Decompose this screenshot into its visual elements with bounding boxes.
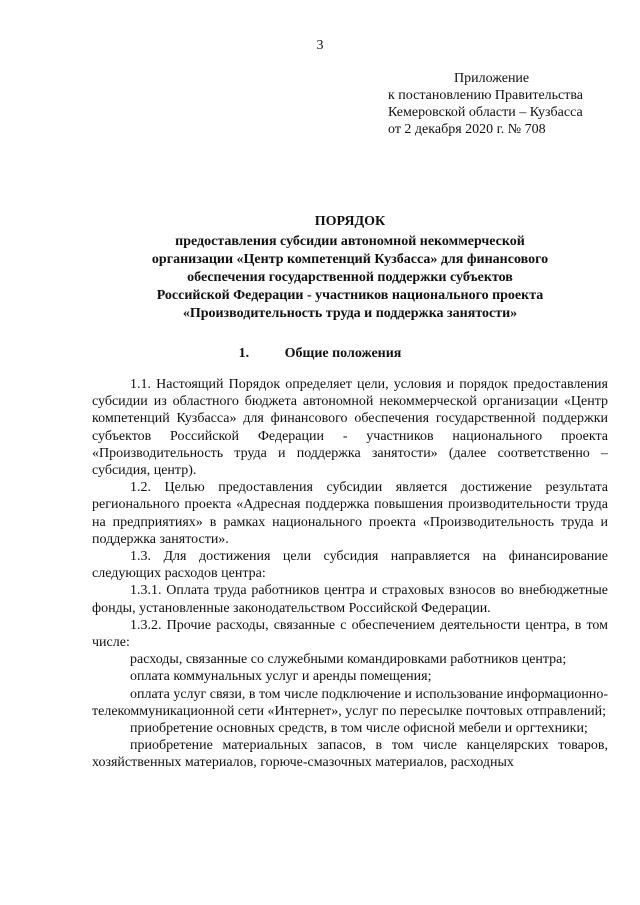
title-main: ПОРЯДОК (314, 214, 386, 229)
paragraph: 1.1. Настоящий Порядок определяет цели, условия и порядок предоставления субсидии из областного бюджета автономной некоммерческой организации «Центр компетенций Кузбасса» для финансового обеспечения государственной поддержки субъектов Российской Федерации - участников национального проекта «Производительность труда и поддержка занятости» (далее соответственно – субсидия, центр). (92, 377, 608, 479)
appendix-block (388, 70, 628, 138)
paragraph: приобретение материальных запасов, в том числе канцелярских товаров, хозяйственных материалов, горюче-смазочных материалов, расходных (92, 738, 608, 771)
section-title: Общие положения (284, 346, 402, 361)
appendix-line: от 2 декабря 2020 г. № 708 (388, 122, 546, 137)
title-line: обеспечения государственной поддержки субъектов (187, 270, 513, 285)
paragraph: приобретение основных средств, в том числе офисной мебели и оргтехники; (130, 721, 588, 737)
appendix-line: Кемеровской области – Кузбасса (388, 105, 583, 120)
paragraph: 1.3.1. Оплата труда работников центра и страховых взносов во внебюджетные фонды, установленные законодательством Российской Федерации. (92, 583, 608, 616)
section-number: 1. (238, 346, 250, 361)
appendix-line: к постановлению Правительства (388, 88, 584, 103)
section-heading (0, 346, 640, 362)
title-line: Российской Федерации - участников национального проекта (156, 288, 544, 303)
paragraph: оплата коммунальных услуг и аренды помещения; (130, 669, 432, 685)
paragraph: оплата услуг связи, в том числе подключение и использование информационно-телекоммуникационной сети «Интернет», услуг по пересылке почтовых отправлений; (92, 686, 608, 719)
title-line: предоставления субсидии автономной некоммерческой (175, 234, 525, 249)
appendix-line: Приложение (454, 71, 530, 86)
page-number: 3 (316, 38, 324, 53)
document-body (92, 376, 608, 772)
paragraph: расходы, связанные со служебными командировками работников центра; (130, 652, 567, 668)
paragraph: 1.3.2. Прочие расходы, связанные с обеспечением деятельности центра, в том числе: (92, 617, 608, 651)
paragraph: 1.3. Для достижения цели субсидия направляется на финансирование следующих расходов центра: (92, 549, 608, 582)
title-line: организации «Центр компетенций Кузбасса» для финансового (151, 252, 549, 267)
title-line: «Производительность труда и поддержка занятости» (182, 306, 518, 321)
paragraph: 1.2. Целью предоставления субсидии является достижение результата регионального проекта «Адресная поддержка повышения производительности труда на предприятиях» в рамках национального проекта «Производительность труда и поддержка занятости». (92, 480, 608, 547)
document-title (90, 213, 610, 323)
